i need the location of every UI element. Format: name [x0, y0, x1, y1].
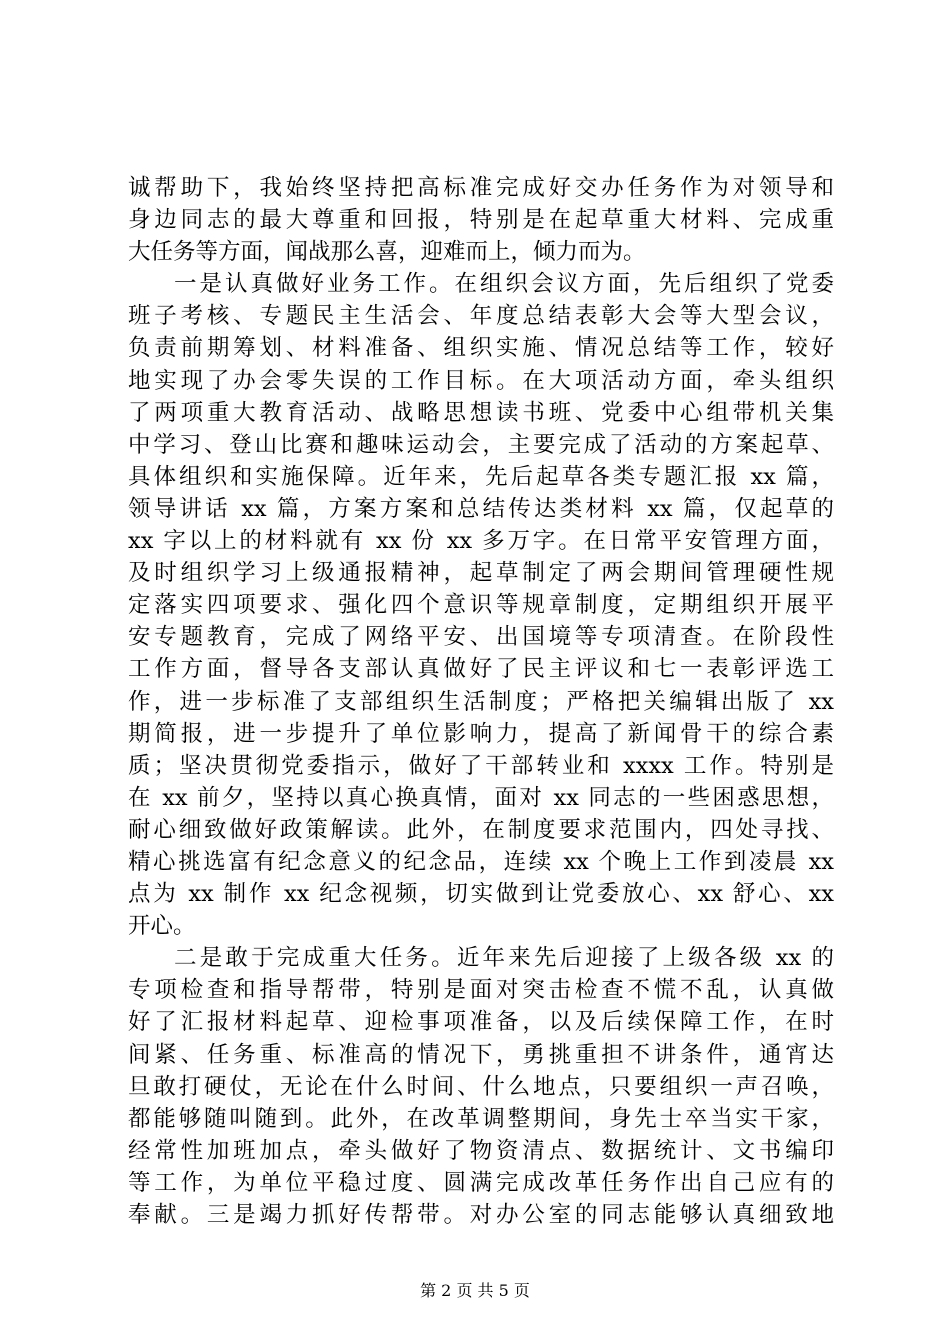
text-line: 中学习、登山比赛和趣味运动会，主要完成了活动的方案起草、 — [128, 431, 834, 458]
text-line: 在 xx 前夕，坚持以真心换真情，面对 xx 同志的一些困惑思想， — [128, 784, 834, 811]
text-line: 质；坚决贯彻党委指示，做好了干部转业和 xxxx 工作。特别是 — [128, 752, 834, 779]
text-line: 作，进一步标准了支部组织生活制度；严格把关编辑出版了 xx — [128, 688, 834, 715]
text-line: 奉献。三是竭力抓好传帮带。对办公室的同志能够认真细致地 — [128, 1202, 834, 1228]
text-line: 精心挑选富有纪念意义的纪念品，连续 xx 个晚上工作到凌晨 xx — [128, 848, 834, 875]
text-line: 大任务等方面，闻战那么喜，迎难而上，倾力而为。 — [128, 239, 646, 266]
text-line: 经常性加班加点，牵头做好了物资清点、数据统计、文书编印 — [128, 1137, 834, 1164]
text-line: 都能够随叫随到。此外，在改革调整期间，身先士卒当实干家， — [128, 1105, 834, 1132]
text-line: 间紧、任务重、标准高的情况下，勇挑重担不讲条件，通宵达 — [128, 1041, 834, 1068]
text-line: 地实现了办会零失误的工作目标。在大项活动方面，牵头组织 — [128, 367, 834, 394]
body-text — [128, 172, 834, 1231]
text-line: 及时组织学习上级通报精神，起草制定了两会期间管理硬性规 — [128, 560, 834, 587]
text-line: 好了汇报材料起草、迎检事项准备，以及后续保障工作，在时 — [128, 1009, 834, 1036]
text-line: 二是敢于完成重大任务。近年来先后迎接了上级各级 xx 的 — [174, 945, 834, 972]
text-line: 期简报，进一步提升了单位影响力，提高了新闻骨干的综合素 — [128, 720, 834, 747]
text-line: 具体组织和实施保障。近年来，先后起草各类专题汇报 xx 篇， — [128, 463, 834, 490]
text-line: 安专题教育，完成了网络平安、出国境等专项清查。在阶段性 — [128, 624, 834, 651]
page-footer: 第 2 页 共 5 页 — [420, 1281, 530, 1300]
text-line: xx 字以上的材料就有 xx 份 xx 多万字。在日常平安管理方面， — [128, 528, 834, 555]
text-line: 诚帮助下，我始终坚持把高标准完成好交办任务作为对领导和 — [128, 175, 834, 201]
text-line: 等工作，为单位平稳过度、圆满完成改革任务作出自己应有的 — [128, 1169, 834, 1196]
text-line: 了两项重大教育活动、战略思想读书班、党委中心组带机关集 — [128, 399, 834, 426]
text-line: 领导讲话 xx 篇，方案方案和总结传达类材料 xx 篇，仅起草的 — [128, 495, 834, 522]
text-line: 耐心细致做好政策解读。此外，在制度要求范围内，四处寻找、 — [128, 816, 834, 843]
text-line: 一是认真做好业务工作。在组织会议方面，先后组织了党委 — [174, 271, 834, 298]
text-line: 工作方面，督导各支部认真做好了民主评议和七一表彰评选工 — [128, 656, 834, 683]
text-line: 负责前期筹划、材料准备、组织实施、情况总结等工作，较好 — [128, 335, 834, 362]
text-line: 定落实四项要求、强化四个意识等规章制度，定期组织开展平 — [128, 592, 834, 619]
text-line: 身边同志的最大尊重和回报，特别是在起草重大材料、完成重 — [128, 207, 834, 234]
text-line: 开心。 — [128, 913, 196, 940]
text-line: 点为 xx 制作 xx 纪念视频，切实做到让党委放心、xx 舒心、xx — [128, 881, 834, 908]
text-line: 班子考核、专题民主生活会、年度总结表彰大会等大型会议， — [128, 303, 834, 330]
text-line: 旦敢打硬仗，无论在什么时间、什么地点，只要组织一声召唤， — [128, 1073, 834, 1100]
text-line: 专项检查和指导帮带，特别是面对突击检查不慌不乱，认真做 — [128, 977, 834, 1004]
